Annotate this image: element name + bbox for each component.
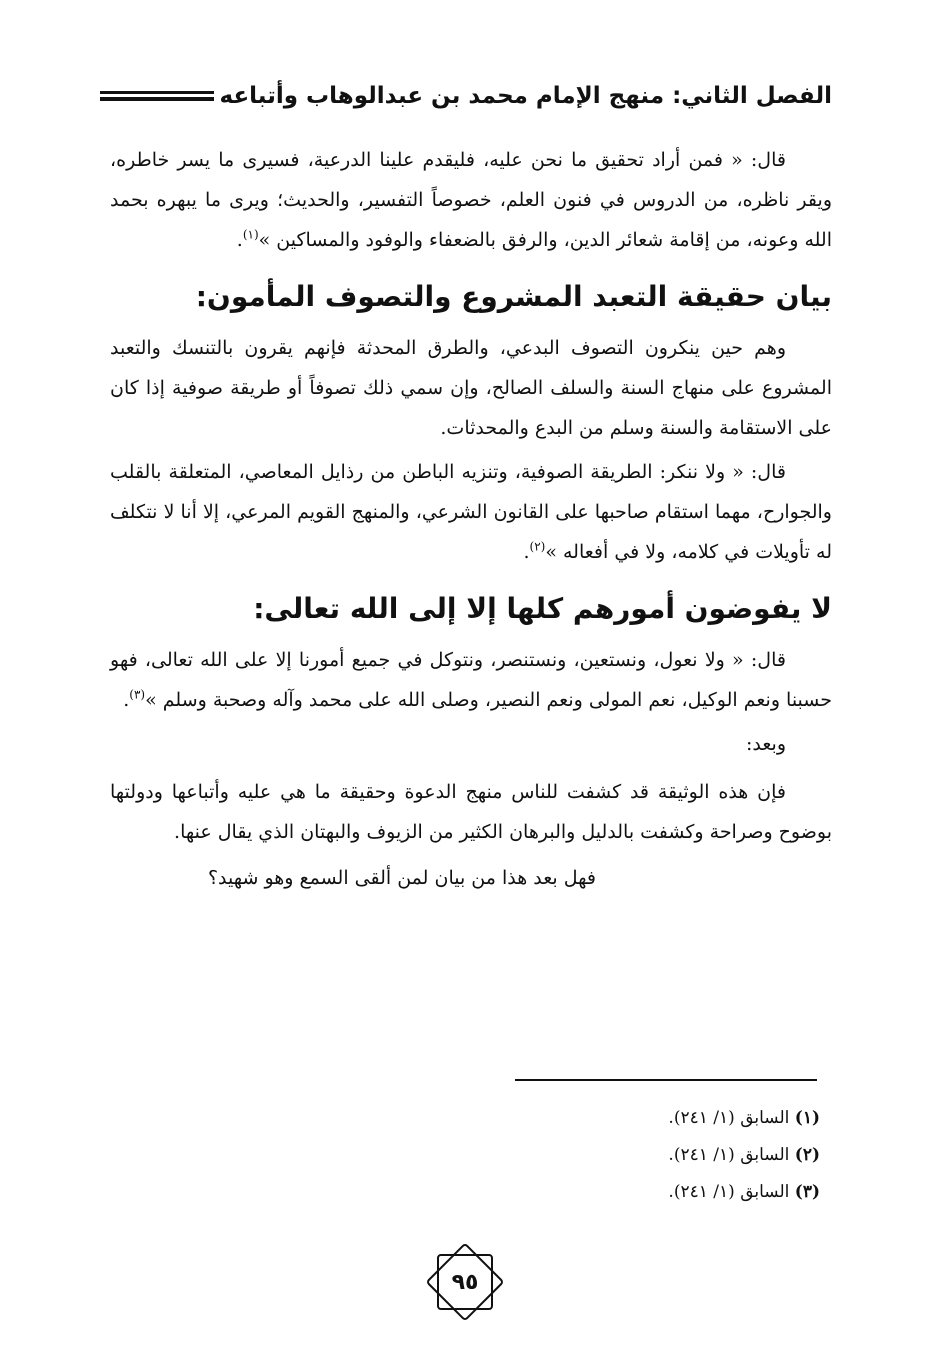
footnote-ref-2[interactable]: (٢) [529,539,546,554]
paragraph-5: وبعد: [745,733,786,755]
footnote-ref-1[interactable]: (١) [242,227,259,242]
chapter-title: الفصل الثاني: منهج الإمام محمد بن عبدالوهاب وأتباعه [219,83,832,109]
paragraph-7: فهل بعد هذا من بيان لمن ألقى السمع وهو شهيد؟ [207,867,596,889]
paragraph-1-text: قال: « فمن أراد تحقيق ما نحن عليه، فليقدم علينا الدرعية، فسيرى ما يسر خاطره، ويقر ناظره، من الدروس في فنون العلم، خصوصاً التفسير، والحديث؛ ويرى ما يبهره بحمد الله وعونه، من إقامة شعائر الدين، والرفق بالضعفاء والوفود والمساكين » [110,149,832,251]
footnote-3 [420,1174,820,1211]
footnote-1 [420,1100,820,1137]
header-rule [100,89,214,103]
paragraph-4-text: قال: « ولا نعول، ونستعين، ونستنصر، ونتوكل في جميع أمورنا إلا على الله تعالى، فهو حسبنا ونعم الوكيل، نعم المولى ونعم النصير، وصلى الله على محمد وآله وصحبة وسلم » [110,649,832,711]
footnote-ref-3[interactable]: (٣) [129,687,146,702]
footnote-1-text: السابق (١/ ٢٤١). [668,1108,790,1128]
footnote-2 [420,1137,820,1174]
paragraph-3-text: قال: « ولا ننكر: الطريقة الصوفية، وتنزيه الباطن من رذايل المعاصي، المتعلقة بالقلب والجوارح، مهما استقام صاحبها على القانون الشرعي، والمنهج القويم المرعي، إلا أنا لا نتكلف له تأويلات في كلامه، ولا في أفعاله » [110,461,832,563]
footnote-2-number: (٢) [794,1145,820,1165]
footnote-separator [515,1079,817,1081]
footnote-1-number: (١) [794,1108,820,1128]
paragraph-2: وهم حين ينكرون التصوف البدعي، والطرق المحدثة فإنهم يقرون بالتنسك والتعبد المشروع على منهاج السنة والسلف الصالح، وإن سمي ذلك تصوفاً أو طريقة صوفية إذا كان على الاستقامة والسنة وسلم من البدع والمحدثات. [110,337,832,439]
footnote-3-text: السابق (١/ ٢٤١). [668,1182,790,1202]
running-header [100,72,832,120]
footnote-3-number: (٣) [794,1182,820,1202]
section-heading-reliance: لا يفوضون أمورهم كلها إلا إلى الله تعالى: [253,592,832,625]
paragraph-3: قال: « ولا ننكر: الطريقة الصوفية، وتنزيه الباطن من رذايل المعاصي، المتعلقة بالقلب والجوارح، مهما استقام صاحبها على القانون الشرعي، والمنهج القويم المرعي، إلا أنا لا نتكلف له تأويلات في كلامه، ولا في أفعاله »$^{(٢)}$. [110,461,832,563]
footnote-2-text: السابق (١/ ٢٤١). [668,1145,790,1165]
paragraph-6: فإن هذه الوثيقة قد كشفت للناس منهج الدعوة وحقيقة ما هي عليه وأتباعها ودولتها بوضوح وصراحة وكشفت بالدليل والبرهان الكثير من الزيوف والبهتان الذي يقال عنها. [110,781,832,843]
main-text [110,140,832,898]
page-number: ٩٥ [451,1269,479,1295]
footnotes [420,1100,820,1211]
section-heading-sufism: بيان حقيقة التعبد المشروع والتصوف المأمون: [195,280,832,313]
paragraph-4: قال: « ولا نعول، ونستعين، ونستنصر، ونتوكل في جميع أمورنا إلا على الله تعالى، فهو حسبنا ونعم الوكيل، نعم المولى ونعم النصير، وصلى الله على محمد وآله وصحبة وسلم »$^{(٣)}$. [110,649,832,711]
paragraph-1: قال: « فمن أراد تحقيق ما نحن عليه، فليقدم علينا الدرعية، فسيرى ما يسر خاطره، ويقر ناظره، من الدروس في فنون العلم، خصوصاً التفسير، والحديث؛ ويرى ما يبهره بحمد الله وعونه، من إقامة شعائر الدين، والرفق بالضعفاء والوفود والمساكين »$^{(١)}$. [110,149,832,251]
